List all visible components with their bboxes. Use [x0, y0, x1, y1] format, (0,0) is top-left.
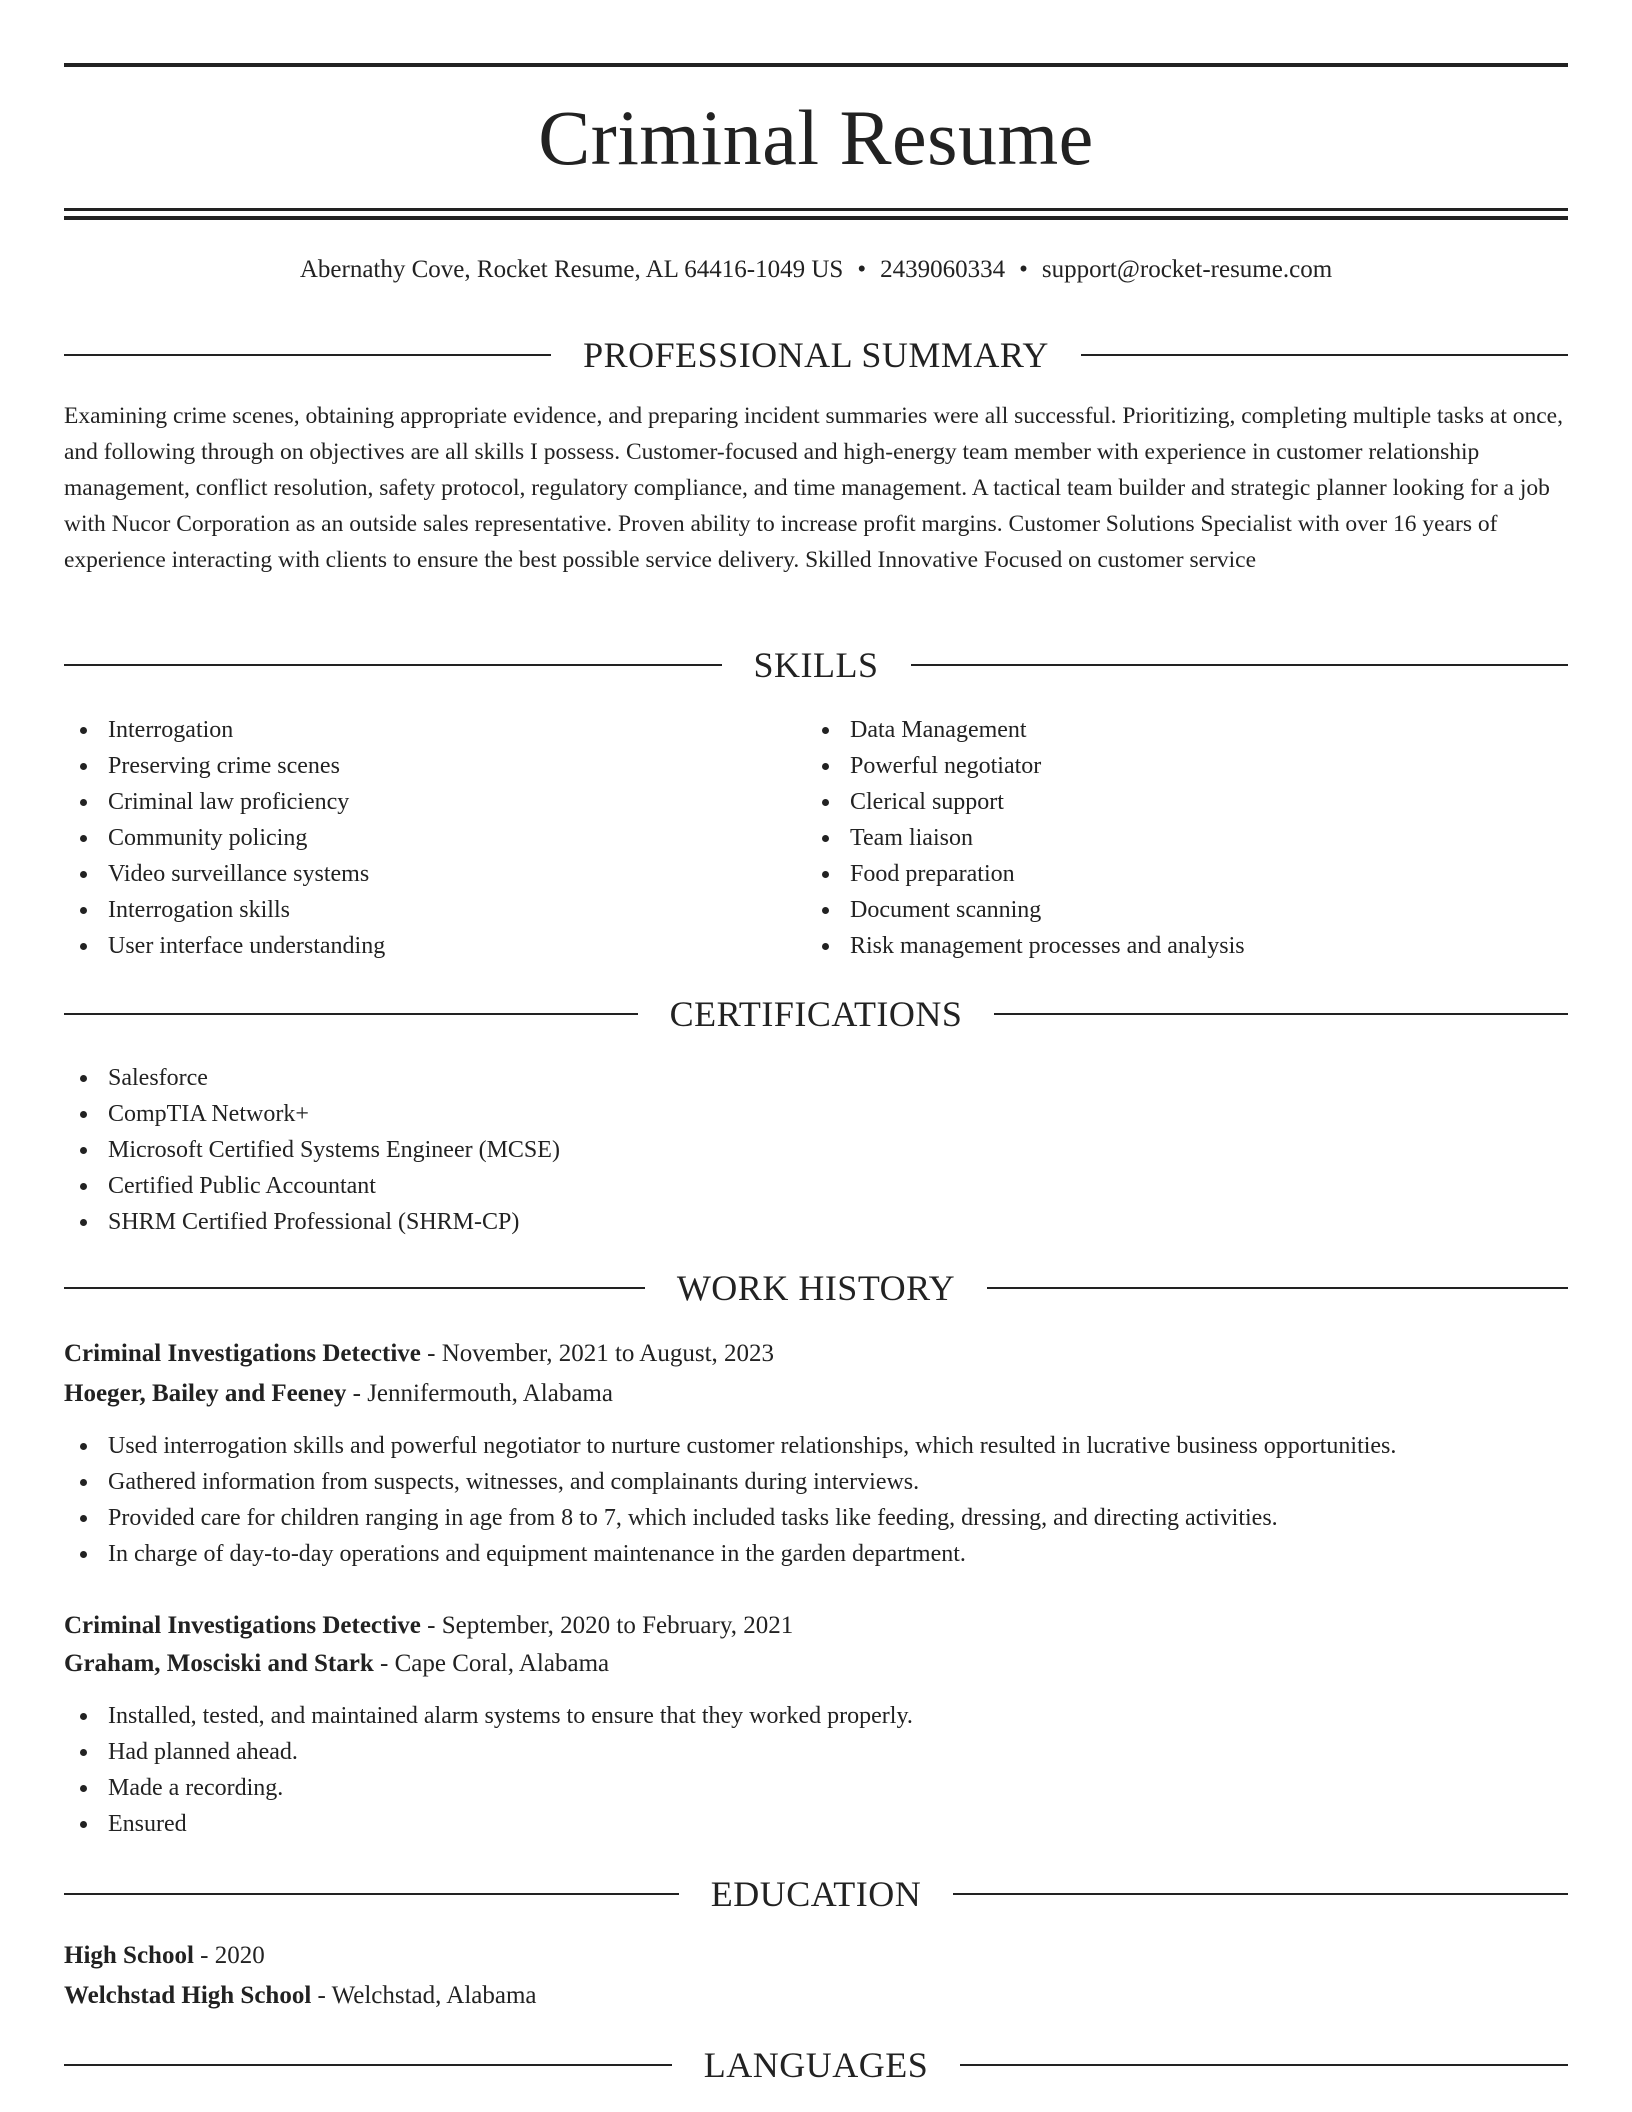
list-item: Powerful negotiator [806, 748, 1245, 784]
resume-title: Criminal Resume [538, 94, 1094, 181]
job-entry [64, 1607, 1568, 1683]
contact-email: support@rocket-resume.com [1041, 256, 1333, 283]
education-degree-line [64, 1937, 1568, 1975]
job-location: - Cape Coral, Alabama [373, 1650, 610, 1677]
job-location: - Jennifermouth, Alabama [346, 1380, 613, 1407]
list-item: Preserving crime scenes [64, 748, 385, 784]
job-title: Criminal Investigations Detective [64, 1612, 421, 1639]
list-item: Made a recording. [64, 1770, 1568, 1806]
list-item: Food preparation [806, 856, 1245, 892]
list-item: Community policing [64, 820, 385, 856]
section-heading-label: PROFESSIONAL SUMMARY [583, 335, 1049, 375]
list-item: Document scanning [806, 892, 1245, 928]
list-item: Salesforce [64, 1060, 1568, 1096]
list-item: Provided care for children ranging in age from 8 to 7, which included tasks like feeding, dressing, and directing activities. [64, 1500, 1568, 1536]
education-location: - Welchstad, Alabama [311, 1982, 537, 2009]
list-item: User interface understanding [64, 928, 385, 964]
list-item: Gathered information from suspects, witnesses, and complainants during interviews. [64, 1464, 1568, 1500]
list-item: Interrogation skills [64, 892, 385, 928]
title-double-rule [64, 208, 1568, 220]
section-heading-skills [64, 643, 1568, 687]
job-entry [64, 1335, 1568, 1413]
contact-separator: • [857, 256, 867, 283]
skills-list-left [64, 712, 385, 964]
list-item: Used interrogation skills and powerful negotiator to nurture customer relationships, which resulted in lucrative business opportunities. [64, 1428, 1568, 1464]
education-year: - 2020 [193, 1942, 265, 1969]
list-item: Certified Public Accountant [64, 1168, 1568, 1204]
section-heading-languages [64, 2043, 1568, 2087]
job-dates: - September, 2020 to February, 2021 [420, 1612, 794, 1639]
section-heading-summary [64, 333, 1568, 377]
list-item: Interrogation [64, 712, 385, 748]
list-item: Data Management [806, 712, 1245, 748]
job-title-line [64, 1335, 1568, 1373]
list-item: Had planned ahead. [64, 1734, 1568, 1770]
job-dates: - November, 2021 to August, 2023 [420, 1340, 775, 1367]
section-heading-label: SKILLS [753, 645, 879, 685]
section-heading-label: LANGUAGES [703, 2045, 929, 2085]
list-item: Risk management processes and analysis [806, 928, 1245, 964]
education-school-line [64, 1977, 1568, 2015]
section-heading-label: EDUCATION [710, 1874, 922, 1914]
job-company: Graham, Mosciski and Stark [64, 1650, 374, 1677]
education-school: Welchstad High School [64, 1982, 312, 2009]
contact-separator: • [1019, 256, 1028, 283]
list-item: CompTIA Network+ [64, 1096, 1568, 1132]
section-heading-work-history [64, 1266, 1568, 1310]
job-duties-list [64, 1428, 1568, 1572]
list-item: In charge of day-to-day operations and equipment maintenance in the garden department. [64, 1536, 1568, 1572]
summary-text: Examining crime scenes, obtaining appropriate evidence, and preparing incident summaries were all successful. Prioritizing, completing multiple tasks at once, and following through on objectives are all skills I possess. Customer-focused and high-energy team member with experience in customer relationship management, conflict resolution, safety protocol, regulatory compliance, and time management. A tactical team builder and strategic planner looking for a job with Nucor Corporation as an outside sales representative. Proven ability to increase profit margins. Customer Solutions Specialist with over 16 years of experience interacting with clients to ensure the best possible service delivery. Skilled Innovative Focused on customer service [64, 403, 1563, 573]
list-item: Clerical support [806, 784, 1245, 820]
list-item: SHRM Certified Professional (SHRM-CP) [64, 1204, 1568, 1240]
section-heading-label: WORK HISTORY [676, 1268, 956, 1308]
job-company-line [64, 1645, 1568, 1683]
list-item: Criminal law proficiency [64, 784, 385, 820]
list-item: Microsoft Certified Systems Engineer (MCSE) [64, 1132, 1568, 1168]
job-title-line [64, 1607, 1568, 1645]
section-heading-certifications [64, 992, 1568, 1036]
skills-list-right [806, 712, 1245, 964]
section-heading-label: CERTIFICATIONS [669, 994, 963, 1034]
list-item: Ensured [64, 1806, 1568, 1842]
education-entry [64, 1937, 1568, 2015]
list-item: Team liaison [806, 820, 1245, 856]
education-degree: High School [64, 1942, 194, 1969]
job-duties-list [64, 1698, 1568, 1842]
certifications-list [64, 1060, 1568, 1240]
contact-address: Abernathy Cove, Rocket Resume, AL 64416-1049 US [299, 256, 844, 283]
top-rule [64, 63, 1568, 67]
contact-phone: 2439060334 [880, 256, 1006, 283]
section-heading-education [64, 1872, 1568, 1916]
list-item: Installed, tested, and maintained alarm systems to ensure that they worked properly. [64, 1698, 1568, 1734]
list-item: Video surveillance systems [64, 856, 385, 892]
contact-line [64, 252, 1568, 288]
job-company: Hoeger, Bailey and Feeney [64, 1380, 347, 1407]
job-company-line [64, 1375, 1568, 1413]
job-title: Criminal Investigations Detective [64, 1340, 421, 1367]
